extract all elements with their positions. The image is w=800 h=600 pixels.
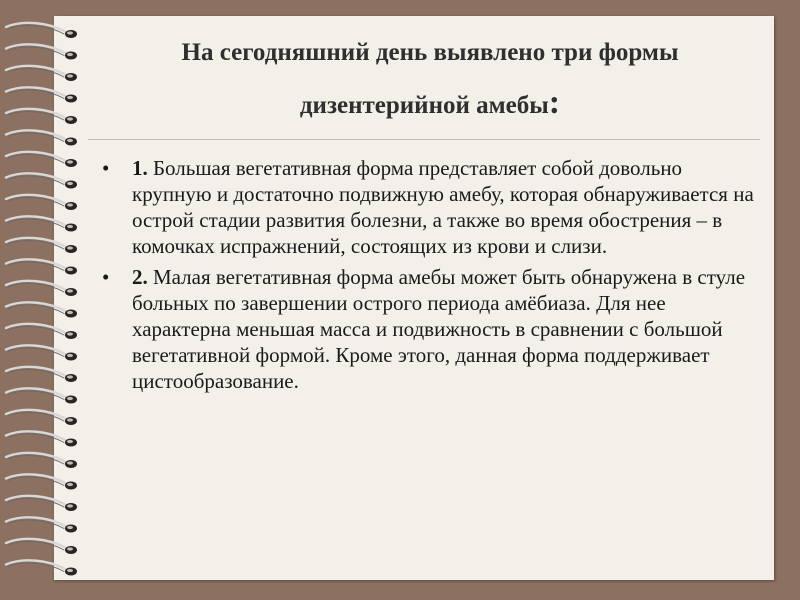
title-line-2-text: дизентерийной амебы [299,92,549,119]
spiral-ring-icon [6,431,77,446]
bullet-item [100,155,760,259]
spiral-ring-icon [6,87,77,102]
spiral-ring-icon [6,517,77,532]
title-divider [88,139,760,140]
slide-title [100,28,760,131]
spiral-ring-icon [6,23,77,38]
spiral-ring-icon [6,474,77,489]
spiral-ring-icon [6,324,77,339]
spiral-ring-icon [6,302,77,317]
spiral-ring-icon [6,66,77,81]
spiral-binding [0,0,100,600]
spiral-ring-icon [6,195,77,210]
spiral-ring-icon [6,173,77,188]
spiral-ring-icon [6,152,77,167]
bullet-dot-icon: • [102,265,110,289]
title-colon: : [548,84,561,121]
title-line-2 [100,78,760,131]
spiral-ring-icon [6,410,77,425]
spiral-ring-icon [6,367,77,382]
spiral-ring-icon [6,345,77,360]
bullet-list [100,155,760,399]
spiral-ring-icon [6,238,77,253]
spiral-ring-icon [6,388,77,403]
spiral-ring-icon [6,109,77,124]
spiral-ring-icon [6,496,77,511]
bullet-text: Большая вегетативная форма представляет собой довольно крупную и достаточно подвижную амебу, которая обнаруживается на острой стадии развития болезни, а также во время обострения – в комочках испражнений, состоящих из крови и слизи. [132,156,754,258]
spiral-ring-icon [6,539,77,554]
spiral-ring-icon [6,259,77,274]
bullet-item [100,264,760,394]
spiral-ring-icon [6,453,77,468]
bullet-number: 1. [132,156,148,180]
bullet-dot-icon: • [102,156,110,180]
spiral-ring-icon [6,130,77,145]
spiral-ring-icon [6,281,77,296]
bullet-number: 2. [132,265,148,289]
spiral-ring-icon [6,44,77,59]
title-line-1: На сегодняшний день выявлено три формы [181,39,679,66]
spiral-ring-icon [6,560,77,575]
bullet-text: Малая вегетативная форма амебы может быть обнаружена в стуле больных по завершении острого периода амёбиаза. Для нее характерна меньшая масса и подвижность в сравнении с большой вегетативной формой. Кроме этого, данная форма поддерживает цистообразование. [132,265,746,393]
spiral-ring-icon [6,216,77,231]
